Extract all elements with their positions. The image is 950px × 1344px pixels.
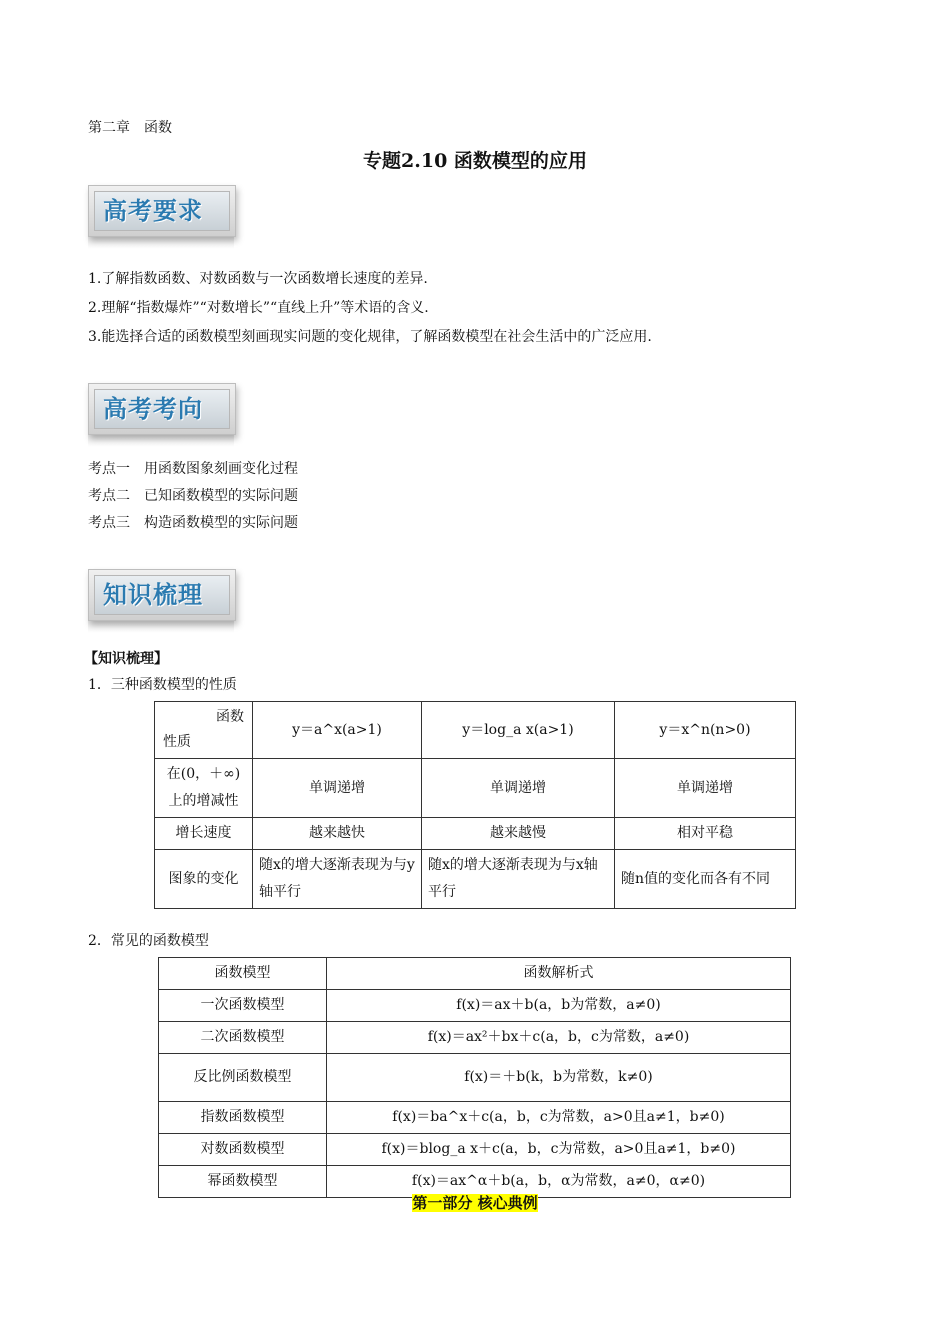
table2-model: 二次函数模型 bbox=[159, 1022, 327, 1054]
table2-model: 反比例函数模型 bbox=[159, 1054, 327, 1102]
table1-row1-label: 在(0，＋∞)上的增减性 bbox=[155, 759, 253, 818]
exam-point-2: 考点二 已知函数模型的实际问题 bbox=[88, 488, 298, 504]
banner-requirements bbox=[88, 185, 236, 249]
chapter-label: 第二章 函数 bbox=[88, 120, 172, 136]
table1-col-exp bbox=[253, 702, 422, 759]
table1-row2-label: 增长速度 bbox=[155, 818, 253, 850]
banner-knowledge-text: 知识梳理 bbox=[94, 575, 230, 615]
table1-cell: 随n值的变化而各有不同 bbox=[615, 850, 796, 909]
requirement-1: 1.了解指数函数、对数函数与一次函数增长速度的差异. bbox=[88, 271, 428, 287]
table1-col-pow bbox=[615, 702, 796, 759]
table2-header-model: 函数模型 bbox=[159, 958, 327, 990]
models-table bbox=[158, 957, 791, 1198]
section2-title: 2．常见的函数模型 bbox=[88, 933, 209, 949]
part1-heading-wrap bbox=[0, 1192, 950, 1213]
table2-formula: f(x)＝ax^α＋b(a，b，α为常数，a≠0，α≠0) bbox=[327, 1166, 791, 1198]
table2-model: 幂函数模型 bbox=[159, 1166, 327, 1198]
exam-point-1: 考点一 用函数图象刻画变化过程 bbox=[88, 461, 298, 477]
table2-formula: f(x)＝ax²＋bx＋c(a，b，c为常数，a≠0) bbox=[327, 1022, 791, 1054]
table1-cell: 越来越慢 bbox=[422, 818, 615, 850]
table1-cell: 单调递增 bbox=[422, 759, 615, 818]
table1-cell: 越来越快 bbox=[253, 818, 422, 850]
knowledge-heading: 【知识梳理】 bbox=[84, 651, 168, 667]
banner-directions bbox=[88, 383, 236, 447]
table1-cell: 随x的增大逐渐表现为与y轴平行 bbox=[253, 850, 422, 909]
table1-cell: 相对平稳 bbox=[615, 818, 796, 850]
table2-model: 对数函数模型 bbox=[159, 1134, 327, 1166]
properties-table bbox=[154, 701, 796, 909]
table1-cell: 随x的增大逐渐表现为与x轴平行 bbox=[422, 850, 615, 909]
table1-col-log bbox=[422, 702, 615, 759]
banner-directions-text: 高考考向 bbox=[94, 389, 230, 429]
table1-cell: 单调递增 bbox=[615, 759, 796, 818]
table2-formula: f(x)＝ba^x＋c(a，b，c为常数，a>0且a≠1，b≠0) bbox=[327, 1102, 791, 1134]
table2-model: 一次函数模型 bbox=[159, 990, 327, 1022]
table1-cell: 单调递增 bbox=[253, 759, 422, 818]
part1-heading: 第一部分 核心典例 bbox=[412, 1194, 538, 1212]
table2-formula: f(x)＝blog_a x＋c(a，b，c为常数，a>0且a≠1，b≠0) bbox=[327, 1134, 791, 1166]
table2-formula: f(x)＝ax＋b(a，b为常数，a≠0) bbox=[327, 990, 791, 1022]
table1-row3-label: 图象的变化 bbox=[155, 850, 253, 909]
table1-col-pow-text: y＝x^n(n>0) bbox=[659, 721, 751, 738]
page-title: 专题2.10 函数模型的应用 bbox=[363, 150, 587, 172]
table1-col-exp-text: y＝a^x(a>1) bbox=[292, 721, 382, 738]
requirement-2: 2.理解“指数爆炸”“对数增长”“直线上升”等术语的含义. bbox=[88, 300, 429, 316]
table2-model: 指数函数模型 bbox=[159, 1102, 327, 1134]
banner-requirements-text: 高考要求 bbox=[94, 191, 230, 231]
table2-formula: f(x)＝＋b(k，b为常数，k≠0) bbox=[327, 1054, 791, 1102]
table2-header-formula: 函数解析式 bbox=[327, 958, 791, 990]
requirement-3: 3.能选择合适的函数模型刻画现实问题的变化规律，了解函数模型在社会生活中的广泛应用. bbox=[88, 329, 652, 345]
banner-knowledge bbox=[88, 569, 236, 633]
table1-corner: 函数 性质 bbox=[155, 702, 253, 759]
section1-title: 1．三种函数模型的性质 bbox=[88, 677, 237, 693]
table1-col-log-text: y＝log_a x(a>1) bbox=[462, 721, 574, 738]
exam-point-3: 考点三 构造函数模型的实际问题 bbox=[88, 515, 298, 531]
